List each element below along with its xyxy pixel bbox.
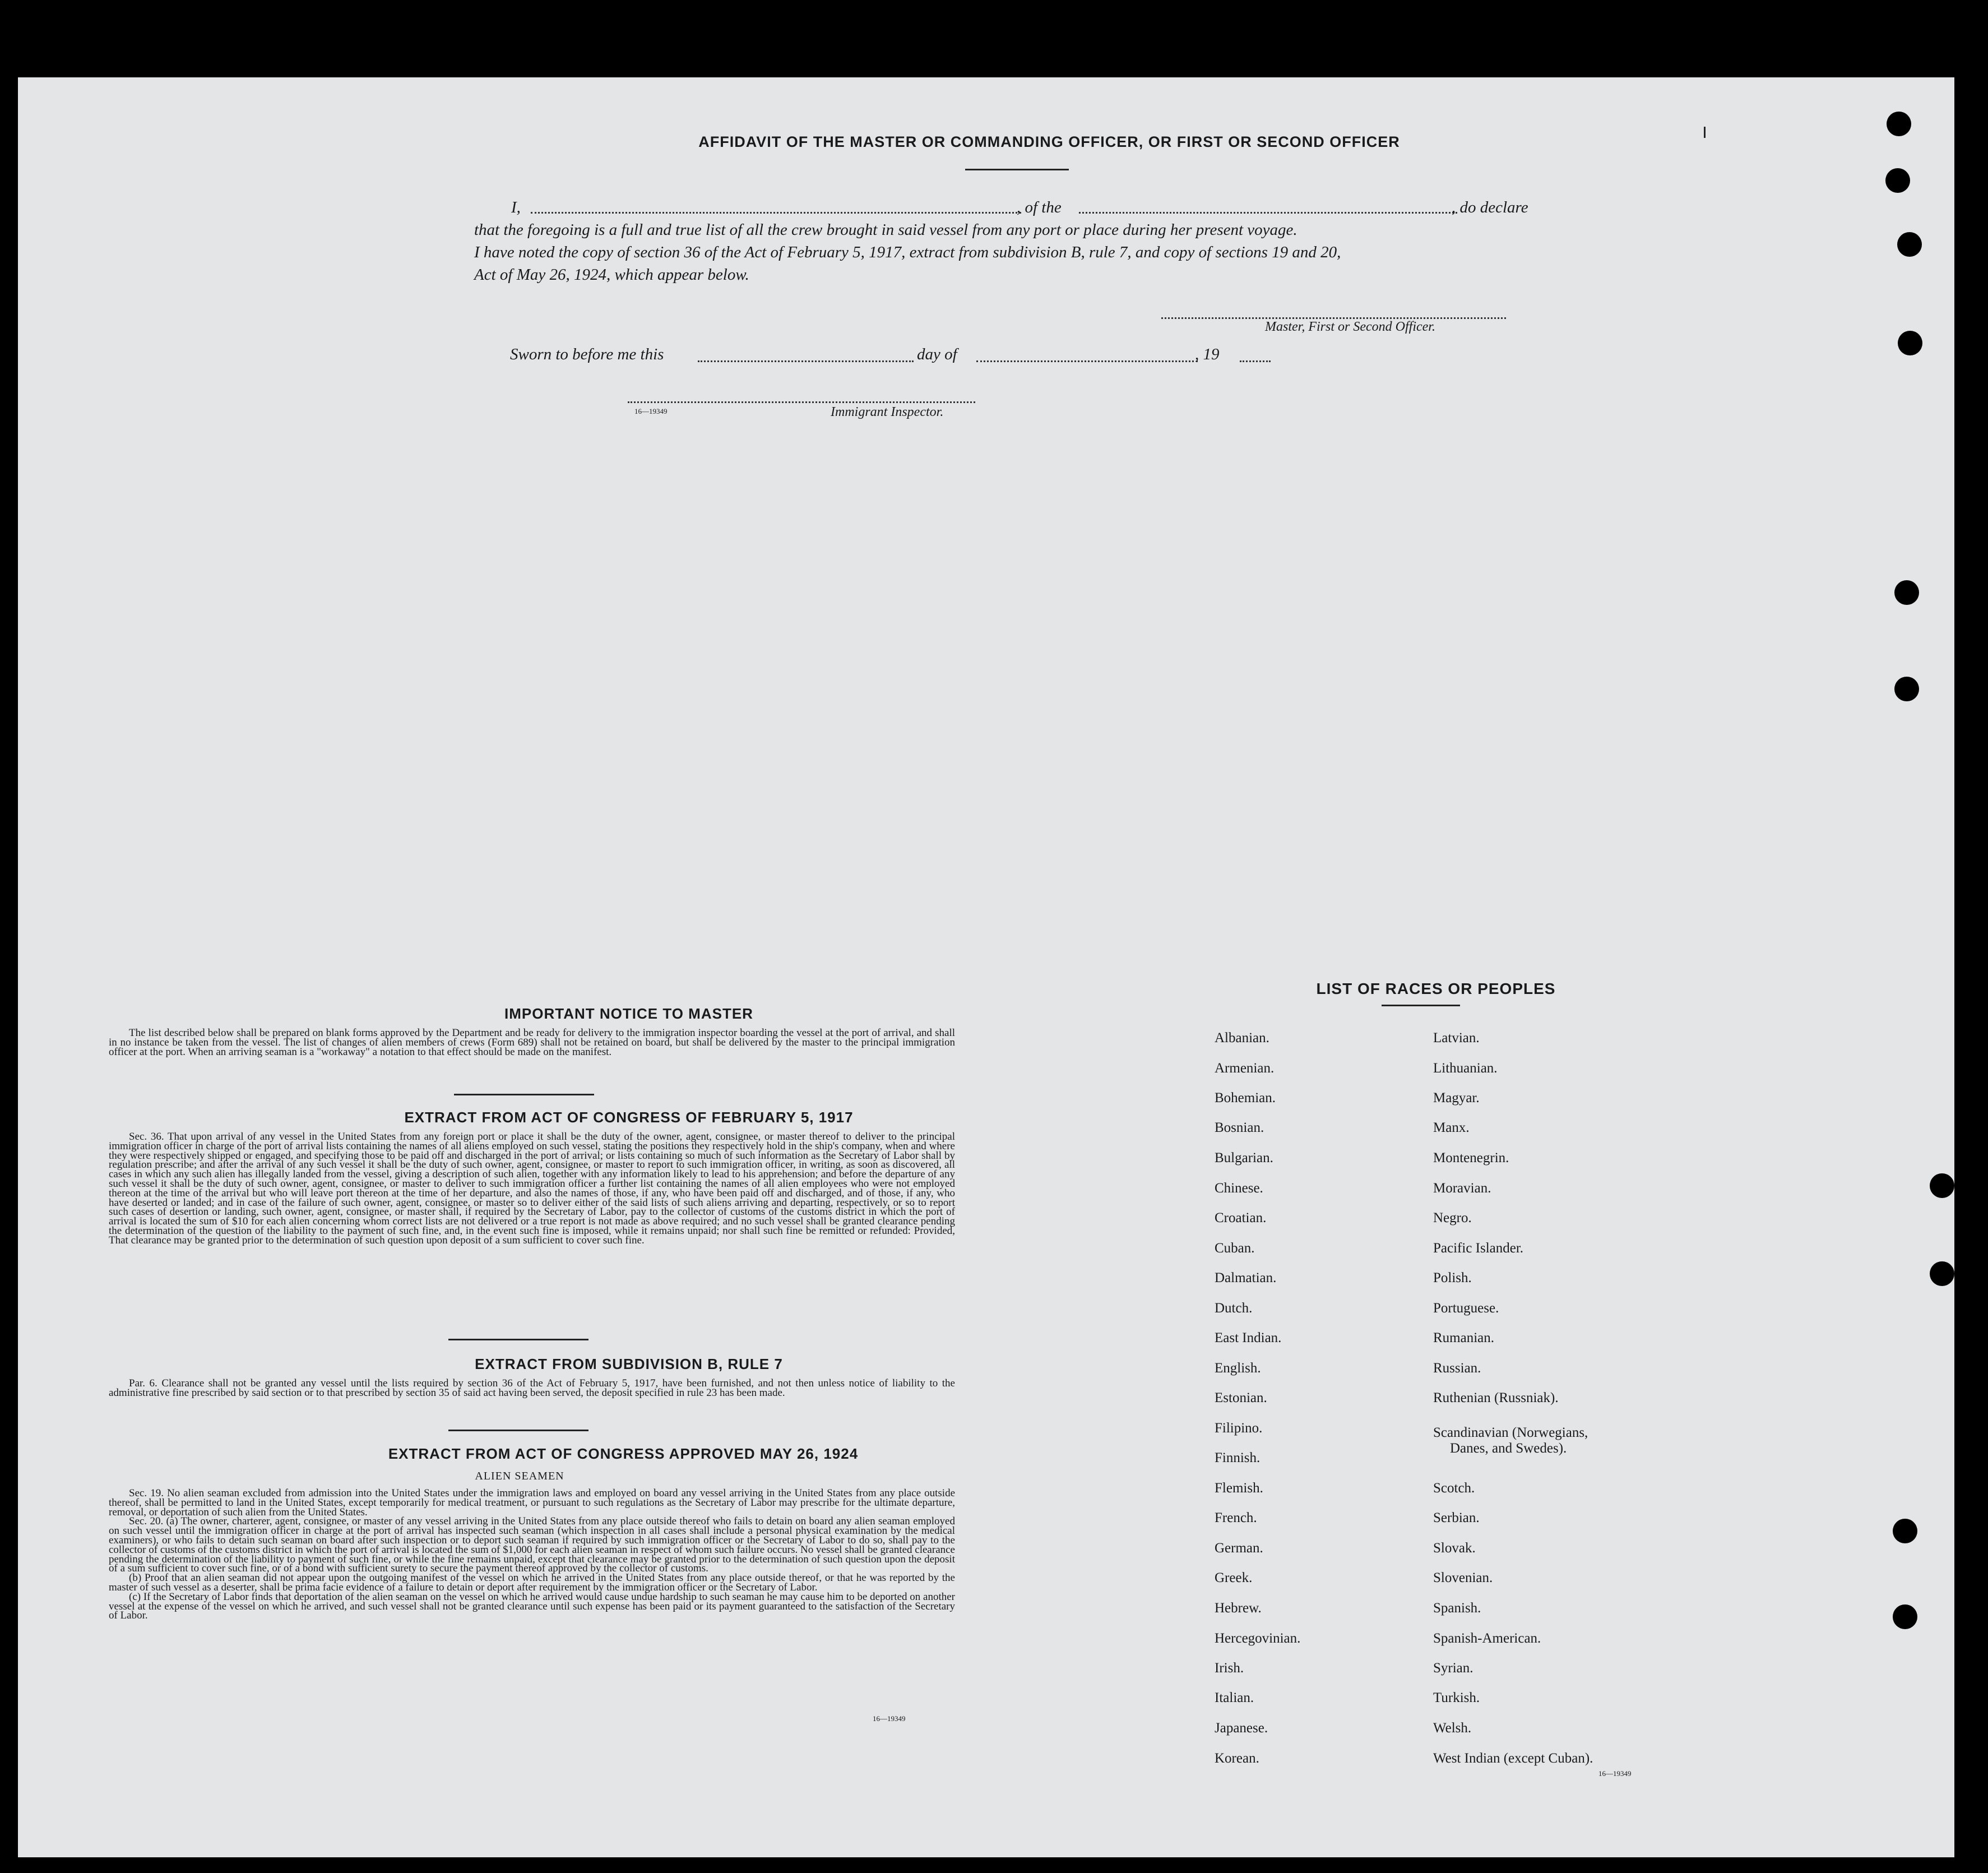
rule-7-title: EXTRACT FROM SUBDIVISION B, RULE 7 — [475, 1356, 783, 1372]
race-item: Moravian. — [1433, 1181, 1491, 1196]
sworn-day-blank[interactable] — [698, 360, 914, 362]
inspector-label: Immigrant Inspector. — [831, 405, 944, 419]
rule-7-body — [109, 1379, 955, 1398]
race-item: Armenian. — [1215, 1061, 1275, 1076]
rule-7-par6: Par. 6. Clearance shall not be granted any vessel until the lists required by section 36 of the Act of February 5, 1917, have been furnished, and not then unless notice of liability to the administrative fine prescribed by said section or to that prescribed by section 35 of said act having been served, the deposit specified in rule 23 has been made. — [109, 1377, 955, 1399]
punch-hole — [1930, 1261, 1954, 1286]
race-item: Estonian. — [1215, 1390, 1267, 1405]
affidavit-form-number: 16—19349 — [634, 407, 668, 415]
punch-hole — [1893, 1519, 1917, 1543]
race-item: Irish. — [1215, 1661, 1244, 1676]
race-item: Bohemian. — [1215, 1090, 1276, 1106]
sworn-month-blank[interactable] — [976, 360, 1198, 362]
punch-hole — [1894, 677, 1919, 701]
master-label: Master, First or Second Officer. — [1265, 320, 1435, 334]
master-signature-blank[interactable] — [1161, 317, 1506, 319]
race-item: Negro. — [1433, 1210, 1472, 1225]
race-item: Magyar. — [1433, 1090, 1480, 1106]
act-1917-sec36: Sec. 36. That upon arrival of any vessel in the United States from any foreign port or place it shall be the duty of the owner, agent, consignee, or master thereof to deliver to the principal immigration officer in charge of the port of arrival lists containing the names of all aliens employed on such vessel, stating the positions they respectively hold in the ship's company, when and where they were respectively shipped or engaged, and specifying those to be paid off and discharged in the port of arrival; or lists containing so much of such information as the Secretary of Labor shall by regulation prescribe; and after the arrival of any such vessel it shall be the duty of such owner, agent, consignee, or master to report to such immigration officer, in writing, as soon as discovered, all cases in which any such alien has illegally landed from the vessel, giving a description of such alien, together with any information likely to lead to his apprehension; and before the departure of any such vessel it shall be the duty of such owner, agent, consignee, or master to deliver to such immigration officer a further list containing the names of all alien employees who were not employed thereon at the time of the arrival but who will leave port thereon at the time of her departure, and also the names of those, if any, who have been paid off and discharged, and of those, if any, who have deserted or landed; and in case of the failure of such owner, agent, consignee, or master so to deliver either of the said lists of such aliens arriving and departing, respectively, or so to report such cases of desertion or landing, such owner, agent, consignee, or master shall, if required by the Secretary of Labor, pay to the collector of customs of the customs district in which the port of arrival is located the sum of $10 for each alien concerning whom correct lists are not delivered or a true report is not made as above required; and no such vessel shall be granted clearance pending the determination of the question of the liability to the payment of such fine, and, in the event such fine is imposed, while it remains unpaid; nor shall such fine be remitted or refunded: Provided, That clearance may be granted prior to the determination of such question upon deposit of a sum sufficient to cover such fine. — [109, 1131, 955, 1246]
punch-hole — [1897, 232, 1922, 257]
affidavit-line-4: Act of May 26, 1924, which appear below. — [474, 266, 749, 284]
race-item: Scandinavian (Norwegians, — [1433, 1425, 1588, 1440]
races-rule — [1382, 1005, 1460, 1006]
year-text: , 19 — [1195, 345, 1220, 363]
punch-hole — [1885, 168, 1910, 193]
race-item: Manx. — [1433, 1120, 1470, 1135]
form-page — [18, 77, 1954, 1857]
race-item: Chinese. — [1215, 1181, 1263, 1196]
affidavit-line-2: that the foregoing is a full and true list of all the crew brought in said vessel from any port or place during her present voyage. — [474, 221, 1297, 239]
notice-body — [109, 1029, 955, 1057]
race-item: Scotch. — [1433, 1481, 1475, 1496]
race-item: Korean. — [1215, 1751, 1259, 1766]
race-item: Latvian. — [1433, 1030, 1480, 1046]
race-item: English. — [1215, 1361, 1261, 1376]
race-item: East Indian. — [1215, 1330, 1282, 1345]
act-1924-sec20a: Sec. 20. (a) The owner, charterer, agent, consignee, or master of any vessel arriving in the United States from any place outside thereof who fails to detain on board any alien seaman employed on such vessel until the immigration officer in charge at the port of arrival has inspected such seaman (which inspection in all cases shall include a personal physical examination by the medical examiners), or who fails to detain such seaman on board after such inspection or to deport such seaman if required by such immigration officer or the Secretary of Labor to do so, shall pay to the collector of customs of the customs district in which the port of arrival is located the sum of $1,000 for each alien seaman in respect of whom such failure occurs. No vessel shall be granted clearance pending the determination of the liability to payment of such fine, or while the fine remains unpaid, except that clearance may be granted prior to the determination of such question upon the deposit of a sum sufficient to cover such fine, or of a bond with sufficient surety to secure the payment thereof approved by the collector of customs. — [109, 1515, 955, 1575]
race-item: Hercegovinian. — [1215, 1631, 1301, 1646]
race-item: Russian. — [1433, 1361, 1481, 1376]
race-item: Rumanian. — [1433, 1330, 1495, 1345]
race-item: Japanese. — [1215, 1721, 1268, 1736]
notice-rule — [454, 1094, 594, 1095]
act-1924-subtitle: ALIEN SEAMEN — [475, 1470, 564, 1482]
race-item: Greek. — [1215, 1570, 1253, 1585]
act-1917-body — [109, 1132, 955, 1246]
race-item: Welsh. — [1433, 1721, 1472, 1736]
race-item: Bosnian. — [1215, 1120, 1264, 1135]
race-item: Portuguese. — [1433, 1301, 1499, 1316]
act-1917-title: EXTRACT FROM ACT OF CONGRESS OF FEBRUARY 5, 1917 — [404, 1109, 854, 1126]
day-of-text: day of — [917, 345, 957, 363]
act-1924-body — [109, 1489, 955, 1621]
race-item: Albanian. — [1215, 1030, 1269, 1046]
punch-hole — [1893, 1604, 1917, 1629]
race-item: Serbian. — [1433, 1510, 1480, 1525]
races-form-number: 16—19349 — [1598, 1769, 1632, 1778]
notice-title: IMPORTANT NOTICE TO MASTER — [504, 1005, 753, 1022]
race-item: Turkish. — [1433, 1690, 1480, 1705]
race-item: Pacific Islander. — [1433, 1241, 1524, 1256]
races-title: LIST OF RACES OR PEOPLES — [1316, 980, 1556, 997]
margin-tick — [1704, 127, 1706, 138]
punch-hole — [1930, 1173, 1954, 1198]
race-item: Finnish. — [1215, 1450, 1261, 1465]
act-1924-sec20b: (b) Proof that an alien seaman did not appear upon the outgoing manifest of the vessel on which he arrived in the United States from any place outside thereof, or that he was reported by the master of such vessel as a deserter, shall be prima facie evidence of a failure to detain or deport after requirement by the immigration officer or the Secretary of Labor. — [109, 1572, 955, 1593]
affidavit-i: I, — [511, 198, 521, 216]
race-item: Cuban. — [1215, 1241, 1255, 1256]
race-item: Dalmatian. — [1215, 1270, 1277, 1285]
sworn-year-blank[interactable] — [1240, 360, 1271, 362]
sworn-text: Sworn to before me this — [510, 345, 664, 363]
act-1924-sec20c: (c) If the Secretary of Labor finds that deportation of the alien seaman on the vessel on which he arrived would cause undue hardship to such seaman he may cause him to be deported on another vessel at the expense of the vessel on which he arrived, and such vessel shall not be granted clearance until such expense has been paid or its payment guaranteed to the satisfaction of the Secretary of Labor. — [109, 1590, 955, 1622]
race-item: Danes, and Swedes). — [1450, 1441, 1567, 1456]
race-item: Syrian. — [1433, 1661, 1473, 1676]
race-item: Ruthenian (Russniak). — [1433, 1390, 1559, 1405]
race-item: Croatian. — [1215, 1210, 1267, 1225]
race-item: Polish. — [1433, 1270, 1472, 1285]
race-item: Hebrew. — [1215, 1601, 1262, 1616]
race-item: West Indian (except Cuban). — [1433, 1751, 1593, 1766]
race-item: Spanish. — [1433, 1601, 1481, 1616]
affidavit-declare: , do declare — [1452, 198, 1528, 216]
race-item: Italian. — [1215, 1690, 1254, 1705]
act-1924-title: EXTRACT FROM ACT OF CONGRESS APPROVED MAY 26, 1924 — [388, 1445, 859, 1462]
notice-paragraph: The list described below shall be prepared on blank forms approved by the Department and be ready for delivery to the immigration inspector boarding the vessel at the port of arrival, and shall in no instance be taken from the vessel. The list of changes of alien members of crews (Form 689) shall not be retained on board, but shall be delivered by the master to the principal immigration officer at the port. When an arriving seaman is a "workaway" a notation to that effect should be made on the manifest. — [109, 1027, 955, 1058]
act-1924-sec19: Sec. 19. No alien seaman excluded from admission into the United States under the immigration laws and employed on board any vessel arriving in the United States from any place outside thereof, shall be permitted to land in the United States, except temporarily for medical treatment, or pursuant to such regulations as the Secretary of Labor may prescribe for the ultimate departure, removal, or deportation of such alien from the United States. — [109, 1487, 955, 1518]
race-item: Spanish-American. — [1433, 1631, 1541, 1646]
vessel-blank[interactable] — [1079, 212, 1457, 214]
rule-7-rule — [448, 1430, 588, 1431]
race-item: Dutch. — [1215, 1301, 1253, 1316]
race-item: Filipino. — [1215, 1421, 1263, 1436]
race-item: Flemish. — [1215, 1481, 1263, 1496]
affidavit-title: AFFIDAVIT OF THE MASTER OR COMMANDING OFFICER, OR FIRST OR SECOND OFFICER — [698, 133, 1400, 150]
punch-hole — [1894, 580, 1919, 605]
title-rule — [965, 169, 1069, 170]
punch-hole — [1898, 331, 1922, 355]
race-item: Montenegrin. — [1433, 1150, 1509, 1166]
race-item: Slovak. — [1433, 1541, 1476, 1556]
inspector-signature-blank[interactable] — [628, 401, 975, 403]
affidavit-line-3: I have noted the copy of section 36 of the Act of February 5, 1917, extract from subdivision B, rule 7, and copy of sections 19 and 20, — [474, 243, 1341, 261]
race-item: Bulgarian. — [1215, 1150, 1273, 1166]
punch-hole — [1887, 112, 1911, 136]
race-item: French. — [1215, 1510, 1257, 1525]
race-item: German. — [1215, 1541, 1263, 1556]
race-item: Lithuanian. — [1433, 1061, 1498, 1076]
affidavit-of-the: , of the — [1017, 198, 1062, 216]
name-blank[interactable] — [531, 212, 1021, 214]
act-1917-rule — [448, 1339, 588, 1340]
act-1924-form-number: 16—19349 — [873, 1714, 906, 1723]
race-item: Slovenian. — [1433, 1570, 1493, 1585]
